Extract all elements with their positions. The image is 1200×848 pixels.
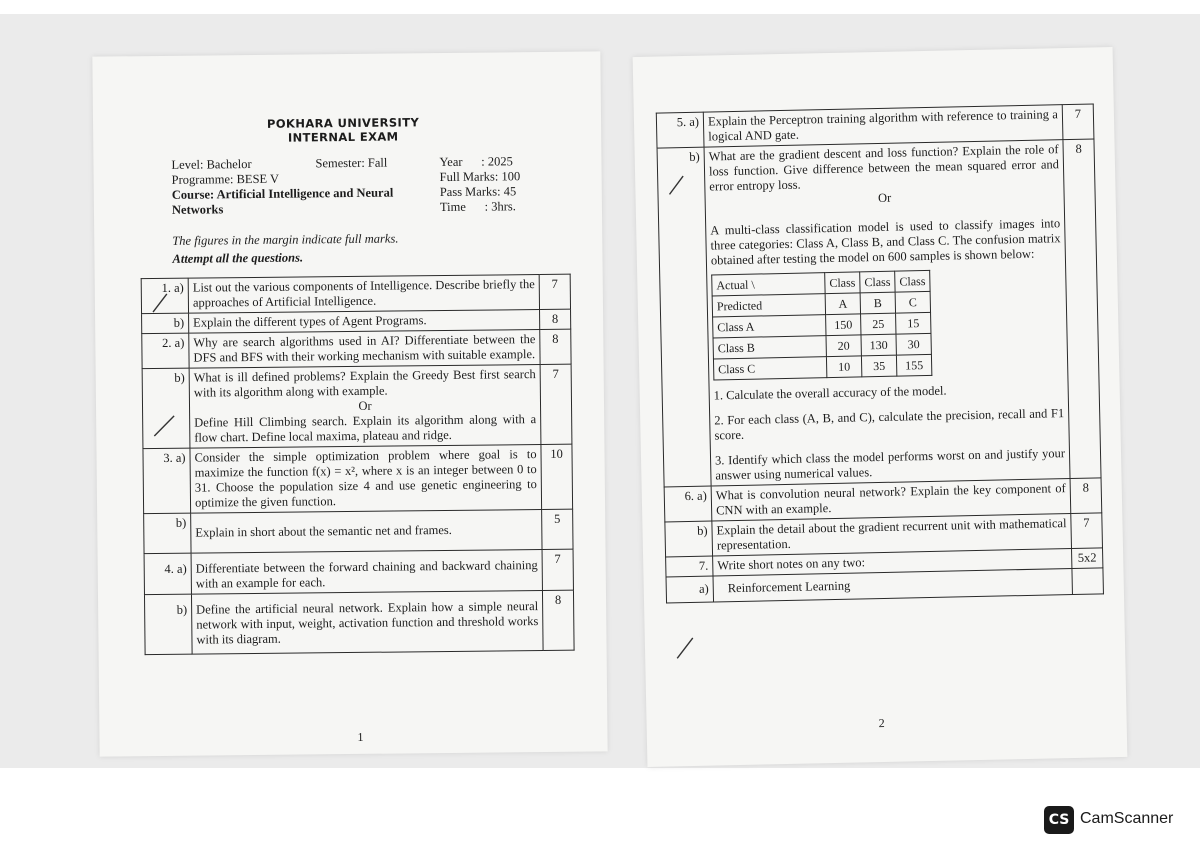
matrix-cell: 35 — [861, 355, 896, 377]
matrix-cell: 10 — [826, 356, 861, 378]
course: Course: Artificial Intelligence and Neural — [171, 185, 394, 202]
matrix-cell: 150 — [826, 314, 861, 336]
or-separator: Or — [358, 398, 372, 413]
question-text: Explain the different types of Agent Programs. — [189, 310, 540, 334]
question-marks: 8 — [540, 329, 571, 364]
question-row — [142, 364, 572, 448]
question-text: Why are search algorithms used in AI? Differentiate between the DFS and BFS with their working mechanism with suitable example. — [189, 330, 540, 369]
marks-note: The figures in the margin indicate full marks. — [172, 231, 399, 248]
camscanner-logo-icon: CS — [1044, 806, 1074, 834]
question-marks: 8 — [1070, 478, 1102, 514]
question-text: What are the gradient descent and loss function? Explain the role of loss function. Give difference between the mean squared error and error entropy loss. — [708, 142, 1060, 194]
attempt-note: Attempt all the questions. — [172, 250, 304, 266]
confusion-matrix — [711, 267, 1063, 380]
question-text: What is ill defined problems? Explain the Greedy Best first search with its algorithm along with example. — [193, 367, 536, 400]
matrix-corner-label: Actual \ — [712, 273, 825, 296]
question-text: Differentiate between the forward chaining and backward chaining with an example for each. — [191, 549, 542, 594]
pass-marks: Pass Marks: 45 — [439, 184, 517, 200]
question-number: 3. a) — [143, 448, 191, 513]
question-marks: 10 — [541, 444, 573, 509]
question-marks: 8 — [542, 590, 574, 650]
question-table-right — [656, 103, 1104, 603]
question-number: 7. — [666, 556, 713, 577]
question-text: Reinforcement Learning — [713, 569, 1072, 603]
question-marks: 7 — [542, 549, 573, 590]
course-continued: Networks — [171, 202, 224, 217]
matrix-cell: 155 — [896, 354, 931, 376]
time: Time : 3hrs. — [439, 199, 516, 215]
matrix-col-header: Class — [895, 270, 930, 292]
alternative-question-text: A multi-class classification model is used to classify images into three categories: Class A, Class B, and Class C. The confusion matrix obtained after testing the model on 600 samples is shown below: — [710, 216, 1061, 268]
matrix-corner-label: Predicted — [712, 294, 825, 317]
question-row — [144, 509, 573, 553]
page-number: 1 — [357, 729, 364, 744]
matrix-row-label: Class A — [713, 315, 826, 338]
question-number: a) — [666, 576, 714, 603]
semester: Semester: Fall — [315, 155, 388, 171]
question-number: 2. a) — [142, 333, 189, 368]
scanned-sheet — [0, 14, 1200, 768]
programme: Programme: BESE V — [171, 171, 280, 187]
task-2: 2. For each class (A, B, and C), calculate the precision, recall and F1 score. — [714, 406, 1065, 443]
matrix-cell: 130 — [861, 334, 896, 356]
full-marks: Full Marks: 100 — [439, 169, 521, 185]
question-marks: 5 — [542, 509, 573, 549]
question-text: Define the artificial neural network. Explain how a simple neural network with input, weight, activation function and threshold works with its diagram. — [191, 590, 543, 654]
question-marks: 8 — [1063, 139, 1101, 479]
question-text: List out the various components of Intelligence. Describe briefly the approaches of Artificial Intelligence. — [188, 275, 539, 314]
matrix-cell: 30 — [896, 333, 931, 355]
tick-mark-icon — [675, 636, 697, 660]
question-row — [144, 590, 574, 654]
question-text: Explain the detail about the gradient recurrent unit with mathematical representation. — [712, 514, 1072, 557]
question-table-left — [141, 274, 575, 655]
matrix-cell: 25 — [861, 313, 896, 335]
task-3: 3. Identify which class the model performs worst on and justify your answer using numerical values. — [714, 446, 1066, 483]
question-row — [141, 274, 570, 313]
question-marks: 8 — [540, 309, 571, 329]
matrix-row-label: Class B — [713, 336, 826, 359]
question-number: 6. a) — [664, 486, 712, 522]
task-1: 1. Calculate the overall accuracy of the model. — [713, 383, 947, 403]
level: Level: Bachelor — [171, 157, 252, 172]
matrix-cell: 15 — [896, 312, 931, 334]
matrix-col-header: C — [895, 291, 930, 313]
question-number: b) — [142, 313, 189, 333]
camscanner-brand: CamScanner — [1080, 810, 1174, 827]
matrix-col-header: A — [825, 293, 860, 315]
question-row — [142, 329, 571, 368]
question-text-with-alternative — [189, 365, 541, 449]
question-row — [144, 549, 573, 594]
question-marks: 7 — [1062, 104, 1094, 140]
or-separator: Or — [877, 190, 892, 205]
question-text: Explain in short about the semantic net and frames. — [191, 509, 542, 553]
exam-header — [213, 115, 473, 146]
alternative-question-text: Define Hill Climbing search. Explain its algorithm along with a flow chart. Define local maxima, plateau and ridge. — [194, 412, 537, 445]
matrix-col-header: B — [860, 292, 895, 314]
matrix-row — [713, 354, 931, 380]
page-2 — [633, 47, 1128, 767]
question-text: Explain the Perceptron training algorithm with reference to training a logical AND gate. — [703, 105, 1063, 148]
question-number: b) — [142, 368, 190, 448]
matrix-row-label: Class C — [713, 357, 826, 380]
question-text: Write short notes on any two: — [713, 549, 1072, 577]
year: Year : 2025 — [439, 154, 513, 170]
page-number: 2 — [878, 715, 885, 731]
matrix-col-header: Class — [860, 271, 895, 293]
question-number: b) — [144, 513, 191, 553]
tick-mark-icon — [152, 412, 178, 438]
question-number: 5. a) — [656, 112, 704, 148]
question-row — [143, 444, 573, 513]
question-text: What is convolution neural network? Explain the key component of CNN with an example. — [711, 479, 1071, 522]
university-name: POKHARA UNIVERSITY — [266, 115, 420, 131]
question-text: Consider the simple optimization problem where goal is to maximize the function f(x) = x², where x is an integer between 0 to 31. Choose the population size 4 and use genetic engineering to optimize the given function. — [190, 445, 542, 514]
matrix-col-header: Class — [825, 272, 860, 294]
tick-mark-icon — [151, 292, 171, 314]
question-number: 4. a) — [144, 553, 191, 594]
question-text-with-alternative — [704, 140, 1070, 486]
tick-mark-icon — [667, 174, 687, 196]
question-marks: 7 — [540, 364, 572, 444]
question-number: b) — [144, 594, 192, 654]
question-number: b) — [665, 521, 713, 557]
matrix-cell: 20 — [826, 335, 861, 357]
question-marks: 5x2 — [1072, 548, 1103, 569]
question-row — [657, 139, 1101, 487]
question-marks: 7 — [1071, 513, 1103, 549]
instructions — [172, 229, 399, 267]
question-number: b) — [657, 147, 711, 487]
question-marks: 7 — [539, 274, 570, 309]
exam-name: INTERNAL EXAM — [287, 129, 399, 145]
page-1 — [92, 51, 607, 756]
question-number: 1. a) — [141, 278, 188, 313]
question-marks — [1072, 568, 1104, 595]
